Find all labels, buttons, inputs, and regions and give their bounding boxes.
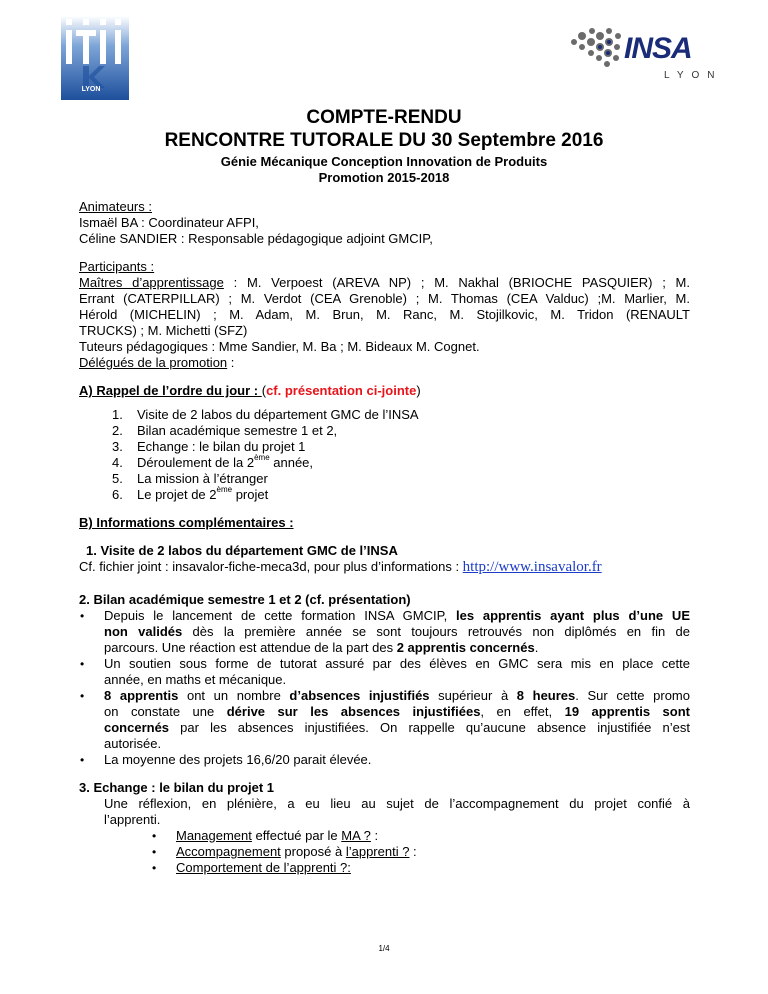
insa-logo-text: INSA	[624, 32, 692, 65]
participants-ma-line: Maîtres d’apprentissage : M. Verpoest (AREVA NP) ; M. Nakhal (BRIOCHE PASQUIER) ; M.	[79, 275, 691, 290]
section-a-heading: A) Rappel de l’ordre du jour : (cf. présentation ci-jointe)	[79, 383, 421, 398]
bullet-icon: •	[80, 753, 85, 767]
b2-bullet3-line: 8 apprentis ont un nombre d’absences injustifiés supérieur à 8 heures. Sur cette promo	[104, 688, 690, 703]
agenda-item: 2. Bilan académique semestre 1 et 2,	[112, 423, 338, 438]
b2-bullet2-line: année, en maths et mécanique.	[104, 672, 287, 687]
section-b-heading: B) Informations complémentaires :	[79, 515, 294, 530]
b2-bullet3-line: on constate une dérive sur les absences injustifiées, en effet, 19 apprentis sont	[104, 704, 690, 719]
title-line1: COMPTE-RENDU	[306, 107, 462, 128]
agenda-item: 1. Visite de 2 labos du département GMC de l’INSA	[112, 407, 419, 422]
b2-bullet3-line: autorisée.	[104, 736, 162, 751]
title-line2: RENCONTRE TUTORALE DU 30 Septembre 2016	[164, 130, 604, 151]
agenda-item: 6. Le projet de 2ème projet	[112, 485, 269, 502]
participants-tuteurs: Tuteurs pédagogiques : Mme Sandier, M. Ba ; M. Bideaux M. Cognet.	[79, 339, 480, 354]
b3-paragraph-line: l’apprenti.	[104, 812, 161, 827]
section-b1-heading: 1. Visite de 2 labos du département GMC de l’INSA	[86, 543, 398, 558]
participants-delegues: Délégués de la promotion :	[79, 355, 235, 370]
animateur-item: Céline SANDIER : Responsable pédagogique adjoint GMCIP,	[79, 231, 433, 246]
agenda-item: 5. La mission à l’étranger	[112, 471, 268, 486]
section-b1-text: Cf. fichier joint : insavalor-fiche-meca3d, pour plus d’informations : http://www.insavalor.fr	[79, 559, 602, 575]
bullet-icon: •	[80, 689, 85, 703]
b2-bullet1-line: parcours. Une réaction est attendue de la part des 2 apprentis concernés.	[104, 640, 539, 655]
section-b2-heading: 2. Bilan académique semestre 1 et 2 (cf. présentation)	[79, 592, 411, 607]
b3-bullet: Accompagnement proposé à l’apprenti ? :	[176, 844, 417, 859]
bullet-icon: •	[80, 609, 85, 623]
b2-bullet1-line: non validés dès la première année se sont toujours retrouvés non diplômés en fin de	[104, 624, 690, 639]
participants-ma-line: TRUCKS) ; M. Michetti (SFZ)	[79, 323, 248, 338]
agenda-item: 4. Déroulement de la 2ème année,	[112, 453, 314, 470]
b3-bullet: Comportement de l’apprenti ?:	[176, 860, 351, 875]
bullet-icon: •	[152, 829, 157, 843]
itii-logo-text: LYON	[81, 86, 101, 93]
animateurs-heading: Animateurs :	[79, 199, 152, 214]
bullet-icon: •	[152, 861, 157, 875]
participants-heading: Participants :	[79, 259, 155, 274]
insavalor-link[interactable]: http://www.insavalor.fr	[462, 559, 602, 575]
participants-ma-line: Errant (CATERPILLAR) ; M. Verdot (CEA Grenoble) ; M. Thomas (CEA Valduc) ;M. Marlier, M.	[79, 291, 690, 306]
section-b3-heading: 3. Echange : le bilan du projet 1	[79, 780, 275, 795]
insa-logo-subtext: LYON	[664, 70, 723, 81]
b2-bullet1-line: Depuis le lancement de cette formation INSA GMCIP, les apprentis ayant plus d’une UE	[104, 608, 690, 623]
subtitle-line2: Promotion 2015-2018	[318, 170, 450, 185]
itii-logo	[61, 16, 129, 100]
b3-bullet: Management effectué par le MA ? :	[176, 828, 379, 843]
b3-paragraph-line: Une réflexion, en plénière, a eu lieu au sujet de l’accompagnement du projet confié à	[104, 796, 690, 811]
participants-ma-line: Hérold (MICHELIN) ; M. Adam, M. Brun, M. Ranc, M. Stojilkovic, M. Tridon (RENAULT	[79, 307, 690, 322]
page-number: 1/4	[378, 944, 390, 953]
animateur-item: Ismaël BA : Coordinateur AFPI,	[79, 215, 259, 230]
subtitle-line1: Génie Mécanique Conception Innovation de Produits	[220, 154, 548, 169]
b2-bullet4-line: La moyenne des projets 16,6/20 parait élevée.	[104, 752, 372, 767]
ma-label: Maîtres d’apprentissage	[79, 275, 224, 290]
agenda-item: 3. Echange : le bilan du projet 1	[112, 439, 306, 454]
b2-bullet2-line: Un soutien sous forme de tutorat assuré par des élèves en GMC sera mis en place cette	[104, 656, 690, 671]
bullet-icon: •	[80, 657, 85, 671]
insa-logo	[566, 22, 723, 88]
bullet-icon: •	[152, 845, 157, 859]
b2-bullet3-line: concernés par les absences injustifiées. On rappelle qu’aucune absence injustifiée n’est	[104, 720, 690, 735]
